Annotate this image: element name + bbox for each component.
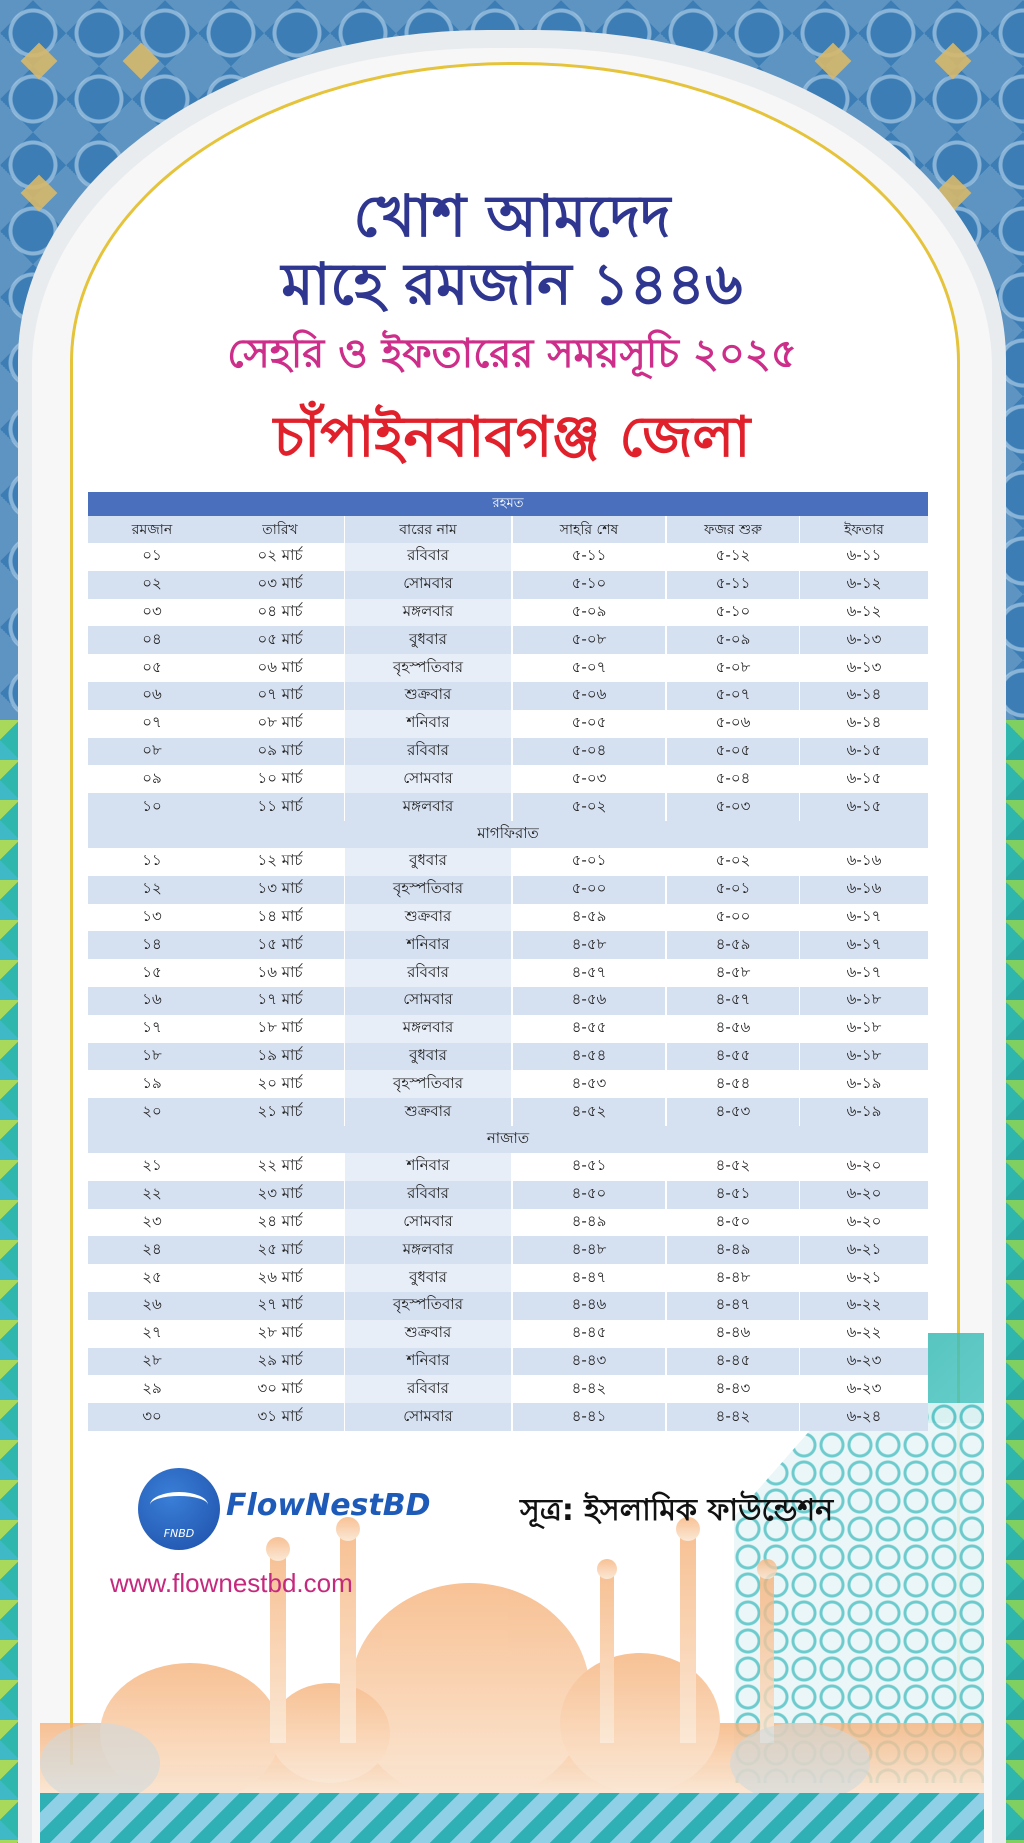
table-row xyxy=(88,848,928,876)
cell-sehri: ৪-৫৭ xyxy=(512,959,666,987)
cell-sehri: ৪-৫৮ xyxy=(512,931,666,959)
cell-fajr: ৫-০৫ xyxy=(666,738,800,766)
cell-fajr: ৪-৫৪ xyxy=(666,1070,800,1098)
cell-iftar: ৬-২০ xyxy=(846,1211,882,1230)
cell-date: ১৯ মার্চ xyxy=(257,1045,303,1064)
cell-ramadan: ০৮ xyxy=(142,740,162,759)
cell-ramadan: ১০ xyxy=(142,796,162,815)
cell-ramadan: ১৯ xyxy=(142,1073,162,1092)
schedule-table xyxy=(88,492,928,1431)
cell-fajr: ৫-০৯ xyxy=(666,626,800,654)
cell-iftar: ৬-২৩ xyxy=(846,1378,882,1397)
col-ramadan: রমজান xyxy=(131,521,173,538)
cell-sehri: ৫-০১ xyxy=(512,848,666,876)
cell-sehri: ৪-৪৯ xyxy=(512,1209,666,1237)
logo-name: FlowNestBD xyxy=(226,1488,431,1523)
cell-sehri: ৫-০৯ xyxy=(512,599,666,627)
table-row xyxy=(88,1209,928,1237)
cell-day: শুক্রবার xyxy=(344,1320,512,1348)
cell-date: ২৫ মার্চ xyxy=(257,1239,303,1258)
cell-day: বুধবার xyxy=(344,1264,512,1292)
cell-ramadan: ২২ xyxy=(142,1184,162,1203)
cell-fajr: ৫-০২ xyxy=(666,848,800,876)
table-row xyxy=(88,710,928,738)
cell-fajr: ৪-৫১ xyxy=(666,1181,800,1209)
section-rahmat: রহমত xyxy=(88,492,928,516)
cell-iftar: ৬-১২ xyxy=(846,574,882,593)
cell-ramadan: ০৪ xyxy=(142,629,162,648)
cell-day: শনিবার xyxy=(344,1153,512,1181)
table-row xyxy=(88,543,928,571)
cell-sehri: ৪-৪২ xyxy=(512,1375,666,1403)
table-row xyxy=(88,1320,928,1348)
cell-fajr: ৪-৫৭ xyxy=(666,987,800,1015)
table-row xyxy=(88,1348,928,1376)
cell-date: ২৮ মার্চ xyxy=(257,1323,303,1342)
table-row xyxy=(88,1098,928,1126)
cell-fajr: ৪-৫৮ xyxy=(666,959,800,987)
cell-date: ১৩ মার্চ xyxy=(257,879,303,898)
cell-date: ০৬ মার্চ xyxy=(257,657,303,676)
cell-date: ১০ মার্চ xyxy=(257,768,303,787)
cell-day: বৃহস্পতিবার xyxy=(344,654,512,682)
cell-day: বুধবার xyxy=(344,626,512,654)
cell-iftar: ৬-২১ xyxy=(846,1267,882,1286)
cell-sehri: ৪-৫০ xyxy=(512,1181,666,1209)
cell-date: ১৮ মার্চ xyxy=(257,1018,303,1037)
table-row xyxy=(88,654,928,682)
cell-sehri: ৪-৪৫ xyxy=(512,1320,666,1348)
cell-date: ২৬ মার্চ xyxy=(257,1267,303,1286)
cell-sehri: ৫-১০ xyxy=(512,571,666,599)
cell-fajr: ৪-৪২ xyxy=(666,1403,800,1431)
cell-day: বুধবার xyxy=(344,1043,512,1071)
cell-day: রবিবার xyxy=(344,738,512,766)
cell-sehri: ৫-১১ xyxy=(512,543,666,571)
cell-day: বুধবার xyxy=(344,848,512,876)
cell-date: ১১ মার্চ xyxy=(257,796,303,815)
cell-iftar: ৬-২২ xyxy=(846,1295,882,1314)
table-row xyxy=(88,1181,928,1209)
table-row xyxy=(88,738,928,766)
cell-iftar: ৬-১২ xyxy=(846,601,882,620)
cell-iftar: ৬-১৫ xyxy=(846,740,882,759)
cell-iftar: ৬-১৬ xyxy=(846,879,882,898)
cell-sehri: ৪-৪৮ xyxy=(512,1236,666,1264)
cell-iftar: ৬-১৪ xyxy=(846,713,882,732)
cell-ramadan: ১৭ xyxy=(142,1018,162,1037)
cell-fajr: ৪-৫২ xyxy=(666,1153,800,1181)
table-row xyxy=(88,959,928,987)
cell-fajr: ৫-০১ xyxy=(666,876,800,904)
title-district: চাঁপাইনবাবগঞ্জ জেলা xyxy=(273,404,751,470)
cell-sehri: ৫-০২ xyxy=(512,793,666,821)
table-row xyxy=(88,904,928,932)
cell-ramadan: ২৫ xyxy=(142,1267,162,1286)
cell-fajr: ৫-১১ xyxy=(666,571,800,599)
cell-date: ১৪ মার্চ xyxy=(257,906,303,925)
cell-ramadan: ০৬ xyxy=(142,685,162,704)
table-row xyxy=(88,1403,928,1431)
cell-ramadan: ২৭ xyxy=(142,1323,162,1342)
cell-ramadan: ২৩ xyxy=(142,1211,162,1230)
cell-iftar: ৬-১৭ xyxy=(846,962,882,981)
cell-day: সোমবার xyxy=(344,1209,512,1237)
cell-iftar: ৬-১৮ xyxy=(846,990,882,1009)
cell-ramadan: ১৬ xyxy=(142,990,162,1009)
cell-ramadan: ১৪ xyxy=(142,934,162,953)
cell-date: ২০ মার্চ xyxy=(257,1073,303,1092)
cell-day: শুক্রবার xyxy=(344,1098,512,1126)
cell-sehri: ৪-৪৩ xyxy=(512,1348,666,1376)
cell-sehri: ৫-০০ xyxy=(512,876,666,904)
table-row xyxy=(88,876,928,904)
cell-iftar: ৬-১৫ xyxy=(846,796,882,815)
cell-sehri: ৪-৪১ xyxy=(512,1403,666,1431)
cell-day: সোমবার xyxy=(344,987,512,1015)
cell-sehri: ৫-০৭ xyxy=(512,654,666,682)
col-iftar: ইফতার xyxy=(844,521,884,538)
cell-day: সোমবার xyxy=(344,1403,512,1431)
cell-ramadan: ২০ xyxy=(142,1101,162,1120)
cell-sehri: ৪-৫১ xyxy=(512,1153,666,1181)
cell-date: ০৫ মার্চ xyxy=(257,629,303,648)
cell-day: মঙ্গলবার xyxy=(344,599,512,627)
cell-day: মঙ্গলবার xyxy=(344,1015,512,1043)
cell-ramadan: ১২ xyxy=(142,879,162,898)
cell-sehri: ৪-৫৬ xyxy=(512,987,666,1015)
cell-fajr: ৪-৫০ xyxy=(666,1209,800,1237)
cell-fajr: ৪-৪৫ xyxy=(666,1348,800,1376)
cell-iftar: ৬-২০ xyxy=(846,1156,882,1175)
cell-date: ২৭ মার্চ xyxy=(257,1295,303,1314)
cell-sehri: ৪-৪৭ xyxy=(512,1264,666,1292)
table-row xyxy=(88,987,928,1015)
cell-fajr: ৫-০০ xyxy=(666,904,800,932)
cell-day: সোমবার xyxy=(344,571,512,599)
table-row xyxy=(88,931,928,959)
table-row xyxy=(88,571,928,599)
cell-ramadan: ২১ xyxy=(142,1156,162,1175)
cell-fajr: ৪-৫৬ xyxy=(666,1015,800,1043)
cell-date: ০৩ মার্চ xyxy=(257,574,303,593)
cell-date: ৩০ মার্চ xyxy=(257,1378,303,1397)
cell-date: ০৪ মার্চ xyxy=(257,601,303,620)
bottom-border xyxy=(40,1793,984,1843)
cell-ramadan: ১১ xyxy=(142,851,162,870)
cell-sehri: ৫-০৩ xyxy=(512,765,666,793)
cell-iftar: ৬-১৮ xyxy=(846,1018,882,1037)
cell-sehri: ৪-৪৬ xyxy=(512,1292,666,1320)
cell-day: বৃহস্পতিবার xyxy=(344,876,512,904)
cell-date: ০৭ মার্চ xyxy=(257,685,303,704)
cell-ramadan: ২৬ xyxy=(142,1295,162,1314)
cell-ramadan: ২৪ xyxy=(142,1239,162,1258)
logo-wing-icon xyxy=(150,1492,208,1518)
col-fajr: ফজর শুরু xyxy=(666,516,800,543)
cell-sehri: ৪-৫৯ xyxy=(512,904,666,932)
cell-fajr: ৪-৪৬ xyxy=(666,1320,800,1348)
cell-sehri: ৫-০৮ xyxy=(512,626,666,654)
cell-ramadan: ৩০ xyxy=(142,1406,162,1425)
table-row xyxy=(88,1015,928,1043)
cell-iftar: ৬-১৪ xyxy=(846,685,882,704)
cell-fajr: ৫-০৭ xyxy=(666,682,800,710)
cell-iftar: ৬-১৩ xyxy=(846,657,882,676)
table-row xyxy=(88,1236,928,1264)
section-najat: নাজাত xyxy=(88,1126,928,1153)
cell-date: ২৩ মার্চ xyxy=(257,1184,303,1203)
cell-fajr: ৪-৪৯ xyxy=(666,1236,800,1264)
cell-ramadan: ০৩ xyxy=(142,601,162,620)
cell-day: শুক্রবার xyxy=(344,904,512,932)
cell-fajr: ৫-০৮ xyxy=(666,654,800,682)
cell-date: ৩১ মার্চ xyxy=(257,1406,303,1425)
cell-ramadan: ০৭ xyxy=(142,713,162,732)
cell-fajr: ৫-১০ xyxy=(666,599,800,627)
cell-fajr: ৪-৪৮ xyxy=(666,1264,800,1292)
cell-date: ১২ মার্চ xyxy=(257,851,303,870)
table-row xyxy=(88,1375,928,1403)
cell-day: রবিবার xyxy=(344,1375,512,1403)
table-row xyxy=(88,1264,928,1292)
cell-iftar: ৬-২২ xyxy=(846,1323,882,1342)
title-schedule: সেহরি ও ইফতারের সময়সূচি ২০২৫ xyxy=(227,331,797,377)
cell-iftar: ৬-১৩ xyxy=(846,629,882,648)
cell-ramadan: ০৯ xyxy=(142,768,162,787)
website-link[interactable]: www.flownestbd.com xyxy=(110,1568,353,1598)
cell-day: মঙ্গলবার xyxy=(344,1236,512,1264)
cell-ramadan: ০৫ xyxy=(142,657,162,676)
cell-day: শুক্রবার xyxy=(344,682,512,710)
cell-date: ১৬ মার্চ xyxy=(257,962,303,981)
cell-date: ২৯ মার্চ xyxy=(257,1350,303,1369)
cell-date: ২১ মার্চ xyxy=(257,1101,303,1120)
cell-date: ১৫ মার্চ xyxy=(257,934,303,953)
table-row xyxy=(88,1043,928,1071)
table-row xyxy=(88,1070,928,1098)
cell-ramadan: ০১ xyxy=(142,546,162,565)
cell-fajr: ৪-৫৫ xyxy=(666,1043,800,1071)
cell-fajr: ৫-০৩ xyxy=(666,793,800,821)
table-row xyxy=(88,1292,928,1320)
cell-ramadan: ০২ xyxy=(142,574,162,593)
cell-sehri: ৪-৫৩ xyxy=(512,1070,666,1098)
cell-day: শনিবার xyxy=(344,931,512,959)
cell-fajr: ৫-০৬ xyxy=(666,710,800,738)
col-day: বারের নাম xyxy=(344,516,512,543)
cell-sehri: ৪-৫৫ xyxy=(512,1015,666,1043)
cell-iftar: ৬-১৫ xyxy=(846,768,882,787)
cell-sehri: ৫-০৪ xyxy=(512,738,666,766)
cell-iftar: ৬-২১ xyxy=(846,1239,882,1258)
cell-day: রবিবার xyxy=(344,543,512,571)
cell-day: রবিবার xyxy=(344,959,512,987)
cell-date: ০২ মার্চ xyxy=(257,546,303,565)
section-magfirat: মাগফিরাত xyxy=(88,821,928,848)
table-row xyxy=(88,626,928,654)
cell-day: শনিবার xyxy=(344,710,512,738)
cell-sehri: ৪-৫৪ xyxy=(512,1043,666,1071)
cell-fajr: ৫-১২ xyxy=(666,543,800,571)
cell-iftar: ৬-১৯ xyxy=(846,1073,882,1092)
cell-iftar: ৬-২৩ xyxy=(846,1350,882,1369)
cell-day: রবিবার xyxy=(344,1181,512,1209)
cell-ramadan: ১৮ xyxy=(142,1045,162,1064)
cell-date: ১৭ মার্চ xyxy=(257,990,303,1009)
title-welcome: খোশ আমদেদ xyxy=(353,182,671,250)
cell-ramadan: ১৫ xyxy=(142,962,162,981)
cell-fajr: ৪-৫৯ xyxy=(666,931,800,959)
cell-sehri: ৫-০৬ xyxy=(512,682,666,710)
cell-fajr: ৪-৫৩ xyxy=(666,1098,800,1126)
cell-ramadan: ১৩ xyxy=(142,906,162,925)
title-ramadan: মাহে রমজান ১৪৪৬ xyxy=(281,250,743,318)
cell-date: ০৯ মার্চ xyxy=(257,740,303,759)
cell-iftar: ৬-১৬ xyxy=(846,851,882,870)
cell-day: শনিবার xyxy=(344,1348,512,1376)
table-row xyxy=(88,599,928,627)
cell-day: মঙ্গলবার xyxy=(344,793,512,821)
cell-iftar: ৬-১১ xyxy=(846,546,882,565)
cell-iftar: ৬-২৪ xyxy=(846,1406,882,1425)
cell-day: বৃহস্পতিবার xyxy=(344,1292,512,1320)
cell-iftar: ৬-১৭ xyxy=(846,934,882,953)
cell-day: সোমবার xyxy=(344,765,512,793)
cell-date: ০৮ মার্চ xyxy=(257,713,303,732)
cell-fajr: ৪-৪৭ xyxy=(666,1292,800,1320)
col-sehri: সাহরি শেষ xyxy=(512,516,666,543)
cell-iftar: ৬-১৮ xyxy=(846,1045,882,1064)
cell-date: ২২ মার্চ xyxy=(257,1156,303,1175)
table-row xyxy=(88,765,928,793)
cell-ramadan: ২৮ xyxy=(142,1350,162,1369)
col-date: তারিখ xyxy=(262,521,298,538)
cell-sehri: ৫-০৫ xyxy=(512,710,666,738)
source-text: সূত্র: ইসলামিক ফাউন্ডেশন xyxy=(520,1493,834,1528)
cell-fajr: ৫-০৪ xyxy=(666,765,800,793)
cell-sehri: ৪-৫২ xyxy=(512,1098,666,1126)
logo-badge-text: FNBD xyxy=(163,1527,195,1540)
cell-iftar: ৬-২০ xyxy=(846,1184,882,1203)
table-row xyxy=(88,793,928,821)
table-row xyxy=(88,682,928,710)
cell-ramadan: ২৯ xyxy=(142,1378,162,1397)
cell-iftar: ৬-১৯ xyxy=(846,1101,882,1120)
table-header xyxy=(88,516,928,543)
cell-day: বৃহস্পতিবার xyxy=(344,1070,512,1098)
cell-date: ২৪ মার্চ xyxy=(257,1211,303,1230)
cell-fajr: ৪-৪৩ xyxy=(666,1375,800,1403)
cell-iftar: ৬-১৭ xyxy=(846,906,882,925)
table-row xyxy=(88,1153,928,1181)
